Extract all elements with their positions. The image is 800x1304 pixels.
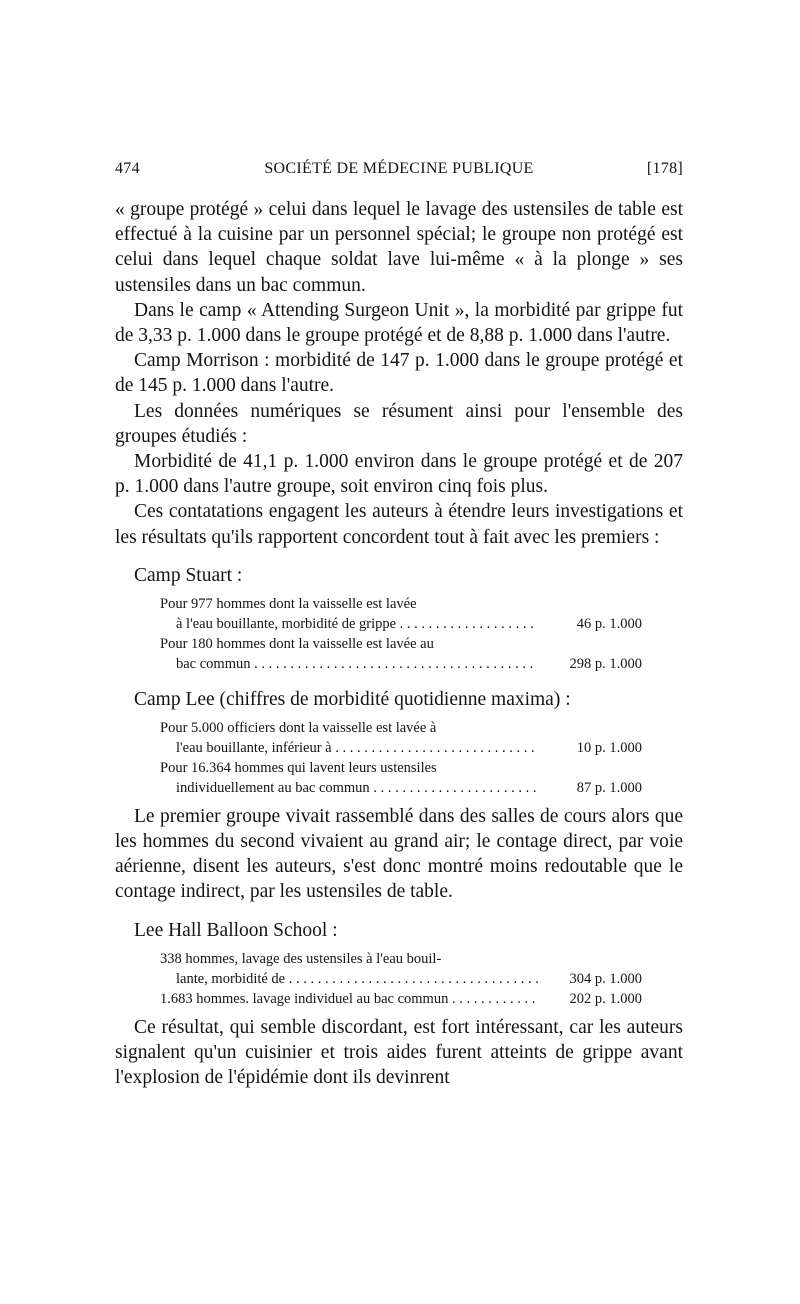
section-heading: Camp Lee (chiffres de morbidité quotidienne maxima) : [134, 688, 571, 710]
row-label: Pour 5.000 officiers dont la vaisselle est lavée à [160, 719, 437, 736]
row-value: 304 p. 1.000 [569, 970, 642, 987]
paragraph: Le premier groupe vivait rassemblé dans des salles de cours alors que les hommes du second vivaient au grand air; le contage direct, par voie aérienne, disent les auteurs, s'est donc montré moins redoutable que le contage indirect, par les ustensiles de table. [115, 805, 683, 903]
paragraph: Dans le camp « Attending Surgeon Unit », la morbidité par grippe fut de 3,33 p. 1.000 dans le groupe protégé et de 8,88 p. 1.000 dans l'autre. [115, 299, 683, 347]
row-label: 338 hommes, lavage des ustensiles à l'eau bouil- [160, 950, 442, 967]
row-value [538, 758, 642, 778]
row-label: bac commun . . . [160, 654, 538, 674]
table-row [160, 654, 642, 674]
row-value [538, 634, 642, 654]
row-value: 46 p. 1.000 [576, 615, 642, 632]
table-row [160, 949, 642, 969]
page-reference: [178] [646, 160, 683, 177]
table-row [160, 614, 642, 634]
section-heading: Lee Hall Balloon School : [134, 919, 338, 941]
row-label: Pour 977 hommes dont la vaisselle est lavée [160, 595, 417, 612]
paragraph: Les données numériques se résument ainsi pour l'ensemble des groupes étudiés : [115, 400, 683, 447]
table-row [160, 989, 642, 1009]
data-table-camp-lee [160, 718, 642, 798]
row-label: à l'eau bouillante, morbidité de grippe . . . [160, 614, 538, 634]
table-row [160, 634, 642, 654]
table-row [160, 758, 642, 778]
paragraph: Morbidité de 41,1 p. 1.000 environ dans le groupe protégé et de 207 p. 1.000 dans l'autre groupe, soit environ cinq fois plus. [115, 451, 683, 498]
body-text [115, 197, 683, 1090]
row-value: 87 p. 1.000 [576, 779, 642, 796]
paragraph: Camp Morrison : morbidité de 147 p. 1.000 dans le groupe protégé et de 145 p. 1.000 dans l'autre. [115, 350, 683, 397]
section-heading: Camp Stuart : [134, 564, 243, 586]
table-row [160, 718, 642, 738]
row-value [538, 594, 642, 614]
paragraph: Ces contatations engagent les auteurs à étendre leurs investigations et les résultats qu'ils rapportent concordent tout à fait avec les premiers : [115, 501, 683, 548]
row-value [538, 949, 642, 969]
running-title: SOCIÉTÉ DE MÉDECINE PUBLIQUE [264, 160, 534, 177]
table-row [160, 594, 642, 614]
row-label: l'eau bouillante, inférieur à . . . [160, 738, 538, 758]
row-value: 298 p. 1.000 [569, 655, 642, 672]
row-value: 10 p. 1.000 [576, 739, 642, 756]
row-label: Pour 180 hommes dont la vaisselle est lavée au [160, 635, 434, 652]
data-table-camp-stuart [160, 594, 642, 674]
table-row [160, 778, 642, 798]
data-table-lee-hall [160, 949, 642, 1009]
table-row [160, 969, 642, 989]
row-label: individuellement au bac commun . . . [160, 778, 538, 798]
paragraph: Ce résultat, qui semble discordant, est fort intéressant, car les auteurs signalent qu'un cuisinier et trois aides furent atteints de grippe avant l'explosion de l'épidémie dont ils devinrent [115, 1016, 683, 1089]
row-label: 1.683 hommes. lavage individuel au bac commun . . . [160, 989, 538, 1009]
table-row [160, 738, 642, 758]
row-value [538, 718, 642, 738]
row-label: lante, morbidité de . . . [160, 969, 538, 989]
row-value: 202 p. 1.000 [569, 990, 642, 1007]
paragraph: « groupe protégé » celui dans lequel le lavage des ustensiles de table est effectué à la cuisine par un personnel spécial; le groupe non protégé est celui dans lequel chaque soldat lave lui-même « à la plonge » ses ustensiles dans un bac commun. [115, 199, 683, 296]
running-header [115, 160, 683, 186]
page-number: 474 [115, 160, 140, 177]
row-label: Pour 16.364 hommes qui lavent leurs ustensiles [160, 759, 437, 776]
